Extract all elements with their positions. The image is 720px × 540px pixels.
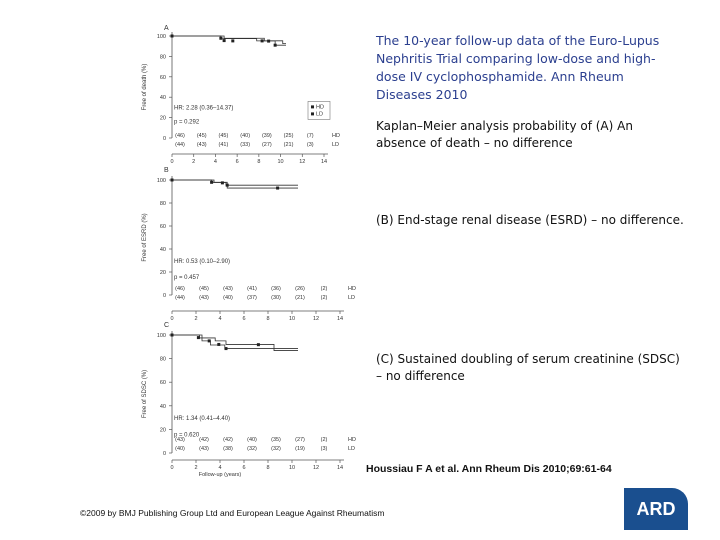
panel-c-at-risk-hd: (2) bbox=[320, 437, 328, 443]
panel-a-legend-marker bbox=[311, 112, 314, 115]
panel-c-at-risk-hd: (40) bbox=[247, 437, 257, 443]
panel-c-at-risk-ld: (32) bbox=[271, 446, 281, 452]
panel-b-at-risk-ld: (30) bbox=[271, 295, 281, 301]
panel-a-y-tick-label: 0 bbox=[162, 136, 166, 142]
panel-c-at-risk-ld: (32) bbox=[247, 446, 257, 452]
panel-b-x-tick-label: 6 bbox=[242, 316, 246, 322]
panel-b-at-risk-hd: (45) bbox=[199, 286, 209, 292]
panel-a-at-risk-hd: (46) bbox=[175, 133, 185, 139]
panel-a-at-risk-ld: (41) bbox=[218, 142, 229, 148]
panel-c-censor-mark bbox=[217, 343, 220, 346]
panel-b-y-tick-label: 0 bbox=[162, 293, 166, 299]
panel-c-censor-mark bbox=[208, 339, 211, 342]
panel-b-x-tick-label: 10 bbox=[288, 316, 296, 322]
panel-c-y-tick-label: 100 bbox=[156, 333, 166, 339]
panel-a-at-risk-hd: (45) bbox=[196, 133, 207, 139]
panel-a-at-risk-ld: (21) bbox=[283, 142, 294, 148]
panel-c-at-risk-hd: (42) bbox=[199, 437, 209, 443]
panel-c-at-risk-label-hd: HD bbox=[348, 437, 356, 443]
panel-b-at-risk-hd: (46) bbox=[175, 286, 185, 292]
panel-c-y-tick-label: 20 bbox=[159, 427, 166, 434]
ard-logo: ARD bbox=[624, 488, 688, 530]
panel-a-at-risk-label-hd: HD bbox=[332, 133, 340, 139]
panel-a-at-risk-ld: (33) bbox=[240, 142, 251, 148]
panel-a-at-risk-hd: (7) bbox=[306, 133, 314, 139]
panel-b-y-tick-label: 100 bbox=[156, 178, 166, 184]
panel-b-y-tick-label: 40 bbox=[159, 247, 166, 253]
description-panel-a: Kaplan–Meier analysis probability of (A) An absence of death – no difference bbox=[376, 119, 633, 150]
panel-b-at-risk-label-hd: HD bbox=[348, 286, 356, 292]
panel-a-x-tick-label: 8 bbox=[257, 159, 261, 165]
panel-b-x-tick-label: 2 bbox=[194, 316, 198, 322]
panel-b-x-tick-label: 4 bbox=[218, 316, 222, 322]
panel-a-at-risk-hd: (39) bbox=[261, 133, 272, 139]
panel-a-x-tick-label: 2 bbox=[192, 159, 196, 165]
panel-c-at-risk-hd: (27) bbox=[295, 437, 305, 443]
panel-c-at-risk-label-ld: LD bbox=[348, 446, 356, 452]
panel-b-x-tick-label: 8 bbox=[266, 316, 270, 322]
citation: Houssiau F A et al. Ann Rheum Dis 2010;69:61-64 bbox=[366, 463, 612, 475]
panel-c-at-risk-hd: (35) bbox=[271, 437, 281, 443]
panel-b-y-tick-label: 60 bbox=[159, 224, 166, 230]
panel-b-x-tick-label: 0 bbox=[170, 316, 174, 322]
panel-c-y-tick-label: 40 bbox=[159, 403, 166, 410]
panel-a-censor-mark bbox=[171, 35, 174, 38]
panel-c-censor-mark bbox=[197, 336, 200, 339]
panel-a-censor-mark bbox=[267, 40, 270, 43]
panel-b-hazard-ratio: HR: 0.53 (0.10–2.90) bbox=[174, 258, 231, 265]
panel-b-censor-mark bbox=[221, 181, 224, 184]
panel-a-censor-mark bbox=[219, 37, 222, 40]
panel-b-p-value: p = 0.457 bbox=[174, 274, 200, 281]
panel-a-y-tick-label: 40 bbox=[159, 95, 166, 102]
description-panel-c: (C) Sustained doubling of serum creatinine (SDSC) – no difference bbox=[376, 352, 680, 383]
panel-c-at-risk-ld: (40) bbox=[175, 446, 185, 452]
panel-a-at-risk-ld: (44) bbox=[175, 142, 185, 148]
panel-a-legend-marker bbox=[311, 105, 314, 108]
panel-b-censor-mark bbox=[276, 187, 279, 190]
panel-b-y-tick-label: 20 bbox=[159, 270, 166, 276]
panel-b-x-tick-label: 14 bbox=[336, 316, 344, 322]
panel-c-x-tick-label: 2 bbox=[194, 465, 198, 471]
panel-a-label: A bbox=[164, 25, 169, 32]
panel-a-y-tick-label: 60 bbox=[159, 74, 166, 81]
panel-b-at-risk-ld: (37) bbox=[247, 295, 257, 301]
panel-c-y-tick-label: 0 bbox=[162, 451, 166, 457]
panel-b-at-risk-label-ld: LD bbox=[348, 295, 356, 301]
panel-a-at-risk-ld: (43) bbox=[196, 142, 207, 148]
panel-c-x-tick-label: 14 bbox=[336, 465, 344, 471]
panel-a-legend-hd: HD bbox=[316, 104, 324, 111]
panel-c-censor-mark bbox=[171, 334, 174, 337]
panel-b-y-axis-label: Free of ESRD (%) bbox=[142, 213, 148, 262]
panel-a-y-tick-label: 80 bbox=[159, 54, 166, 61]
panel-b-at-risk-ld: (44) bbox=[175, 295, 185, 301]
panel-a-at-risk-hd: (25) bbox=[283, 133, 294, 139]
panel-a-at-risk-ld: (3) bbox=[306, 142, 314, 148]
panel-a-x-tick-label: 0 bbox=[170, 159, 174, 165]
panel-b-at-risk-ld: (40) bbox=[223, 295, 233, 301]
panel-c-at-risk-ld: (38) bbox=[223, 446, 233, 452]
kaplan-meier-figure bbox=[0, 0, 370, 480]
panel-c-censor-mark bbox=[225, 347, 228, 350]
panel-b-censor-mark bbox=[226, 184, 229, 187]
panel-a-y-axis-label: Free of death (%) bbox=[142, 63, 148, 111]
panel-c-at-risk-ld: (43) bbox=[199, 446, 209, 452]
panel-b-at-risk-hd: (36) bbox=[271, 286, 281, 292]
panel-a-y-tick-label: 20 bbox=[159, 115, 166, 122]
panel-b-at-risk-hd: (43) bbox=[223, 286, 233, 292]
panel-a-censor-mark bbox=[223, 39, 226, 42]
panel-c-x-tick-label: 0 bbox=[170, 465, 174, 471]
panel-b-x-tick-label: 12 bbox=[312, 316, 320, 322]
panel-c-censor-mark bbox=[257, 343, 260, 346]
panel-a-at-risk-ld: (27) bbox=[261, 142, 272, 148]
panel-c-at-risk-hd: (43) bbox=[175, 437, 185, 443]
panel-c-y-tick-label: 60 bbox=[159, 380, 166, 387]
panel-a-censor-mark bbox=[231, 39, 234, 42]
panel-b-censor-mark bbox=[210, 181, 213, 184]
panel-a-at-risk-hd: (45) bbox=[218, 133, 229, 139]
panel-a-x-tick-label: 4 bbox=[213, 159, 217, 165]
panel-b-label: B bbox=[164, 167, 169, 174]
description-panel-b: (B) End-stage renal disease (ESRD) – no difference. bbox=[376, 213, 684, 227]
panel-b-y-tick-label: 80 bbox=[159, 201, 166, 207]
panel-a-y-tick-label: 100 bbox=[156, 34, 166, 40]
panel-a-x-tick-label: 14 bbox=[320, 159, 328, 165]
panel-c-x-axis-label: Follow-up (years) bbox=[198, 472, 242, 478]
panel-b-censor-mark bbox=[171, 179, 174, 182]
panel-c-p-value: p = 0.620 bbox=[174, 432, 200, 439]
panel-a-x-tick-label: 10 bbox=[277, 159, 284, 165]
panel-a-censor-mark bbox=[261, 39, 264, 42]
panel-c-curve-ld bbox=[172, 335, 298, 349]
panel-a-p-value: p = 0.292 bbox=[174, 119, 200, 126]
panel-c-x-tick-label: 6 bbox=[242, 465, 246, 471]
slide-title: The 10-year follow-up data of the Euro-Lupus Nephritis Trial comparing low-dose and high-dose IV cyclophosphamide. Ann Rheum Diseases 2010 bbox=[376, 33, 660, 102]
panel-a-legend-ld: LD bbox=[316, 111, 324, 118]
panel-a-x-tick-label: 12 bbox=[299, 159, 306, 165]
panel-b-curve-hd bbox=[172, 180, 298, 185]
panel-c-x-tick-label: 4 bbox=[218, 465, 222, 471]
panel-c-y-tick-label: 80 bbox=[159, 356, 166, 363]
copyright-notice: ©2009 by BMJ Publishing Group Ltd and European League Against Rheumatism bbox=[80, 508, 385, 518]
panel-c-at-risk-hd: (42) bbox=[223, 437, 233, 443]
panel-c-hazard-ratio: HR: 1.34 (0.41–4.40) bbox=[174, 415, 231, 422]
panel-c-x-tick-label: 10 bbox=[288, 465, 296, 471]
panel-b-at-risk-hd: (2) bbox=[320, 286, 328, 292]
panel-c-y-axis-label: Free of SDSC (%) bbox=[142, 369, 148, 419]
panel-a-at-risk-label-ld: LD bbox=[332, 142, 340, 148]
panel-a-x-tick-label: 6 bbox=[235, 159, 239, 165]
panel-c-at-risk-ld: (19) bbox=[295, 446, 305, 452]
panel-b-at-risk-ld: (2) bbox=[320, 295, 328, 301]
panel-a-censor-mark bbox=[274, 44, 277, 47]
panel-b-at-risk-hd: (41) bbox=[247, 286, 257, 292]
panel-b-at-risk-ld: (43) bbox=[199, 295, 209, 301]
panel-b-at-risk-hd: (26) bbox=[295, 286, 305, 292]
panel-c-x-tick-label: 12 bbox=[312, 465, 320, 471]
panel-a-at-risk-hd: (40) bbox=[240, 133, 251, 139]
panel-c-at-risk-ld: (3) bbox=[320, 446, 328, 452]
panel-c-x-tick-label: 8 bbox=[266, 465, 270, 471]
panel-c-label: C bbox=[164, 322, 170, 329]
panel-a-hazard-ratio: HR: 2.28 (0.36–14.37) bbox=[174, 105, 234, 112]
panel-b-at-risk-ld: (21) bbox=[295, 295, 305, 301]
